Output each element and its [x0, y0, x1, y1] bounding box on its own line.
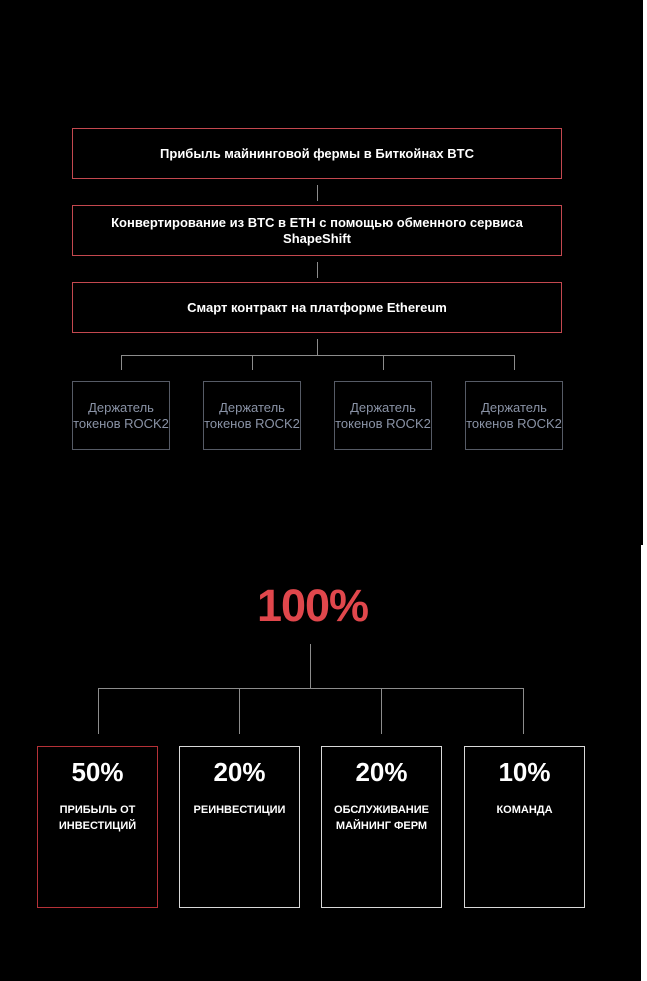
- connector-line: [252, 355, 253, 370]
- connector-line: [514, 355, 515, 370]
- token-holder-label: Держатель токенов ROCK2: [335, 399, 431, 431]
- share-label: РЕИНВЕСТИЦИИ: [193, 804, 286, 816]
- flow-step-btc-profit: [72, 128, 562, 179]
- connector-line: [381, 688, 382, 734]
- connector-line: [317, 262, 318, 278]
- share-percent: 10%: [498, 757, 551, 787]
- connector-line: [239, 688, 240, 734]
- share-percent: 50%: [71, 757, 124, 787]
- token-holder-box: [334, 381, 432, 450]
- share-label: ПРИБЫЛЬ ОТ ИНВЕСТИЦИЙ: [58, 804, 137, 832]
- connector-line: [121, 355, 122, 370]
- connector-line: [317, 185, 318, 201]
- flow-step-label: Конвертирование из BTC в ETH с помощью обменного сервиса ShapeShift: [111, 214, 523, 246]
- token-holder-box: [72, 381, 170, 450]
- flow-step-label: Смарт контракт на платформе Ethereum: [187, 299, 447, 315]
- token-holder-label: Держатель токенов ROCK2: [466, 399, 562, 431]
- share-label: КОМАНДА: [496, 804, 553, 816]
- total-percent: 100%: [256, 580, 369, 631]
- token-holder-label: Держатель токенов ROCK2: [73, 399, 169, 431]
- connector-line: [523, 688, 524, 734]
- share-card-reinvestment: [179, 746, 300, 908]
- share-label: ОБСЛУЖИВАНИЕ МАЙНИНГ ФЕРМ: [334, 804, 429, 832]
- connector-line: [383, 355, 384, 370]
- share-percent: 20%: [213, 757, 266, 787]
- branch-line: [98, 688, 523, 689]
- flow-step-label: Прибыль майнинговой фермы в Биткойнах BTC: [160, 145, 474, 161]
- token-holder-box: [465, 381, 563, 450]
- flow-step-conversion: [72, 205, 562, 256]
- flow-step-smart-contract: [72, 282, 562, 333]
- connector-line: [317, 339, 318, 355]
- share-percent: 20%: [355, 757, 408, 787]
- token-holder-box: [203, 381, 301, 450]
- token-holder-label: Держатель токенов ROCK2: [204, 399, 300, 431]
- share-card-investment-profit: [37, 746, 158, 908]
- connector-line: [310, 644, 311, 688]
- branch-line: [121, 355, 514, 356]
- connector-line: [98, 688, 99, 734]
- share-card-farm-maintenance: [321, 746, 442, 908]
- share-card-team: [464, 746, 585, 908]
